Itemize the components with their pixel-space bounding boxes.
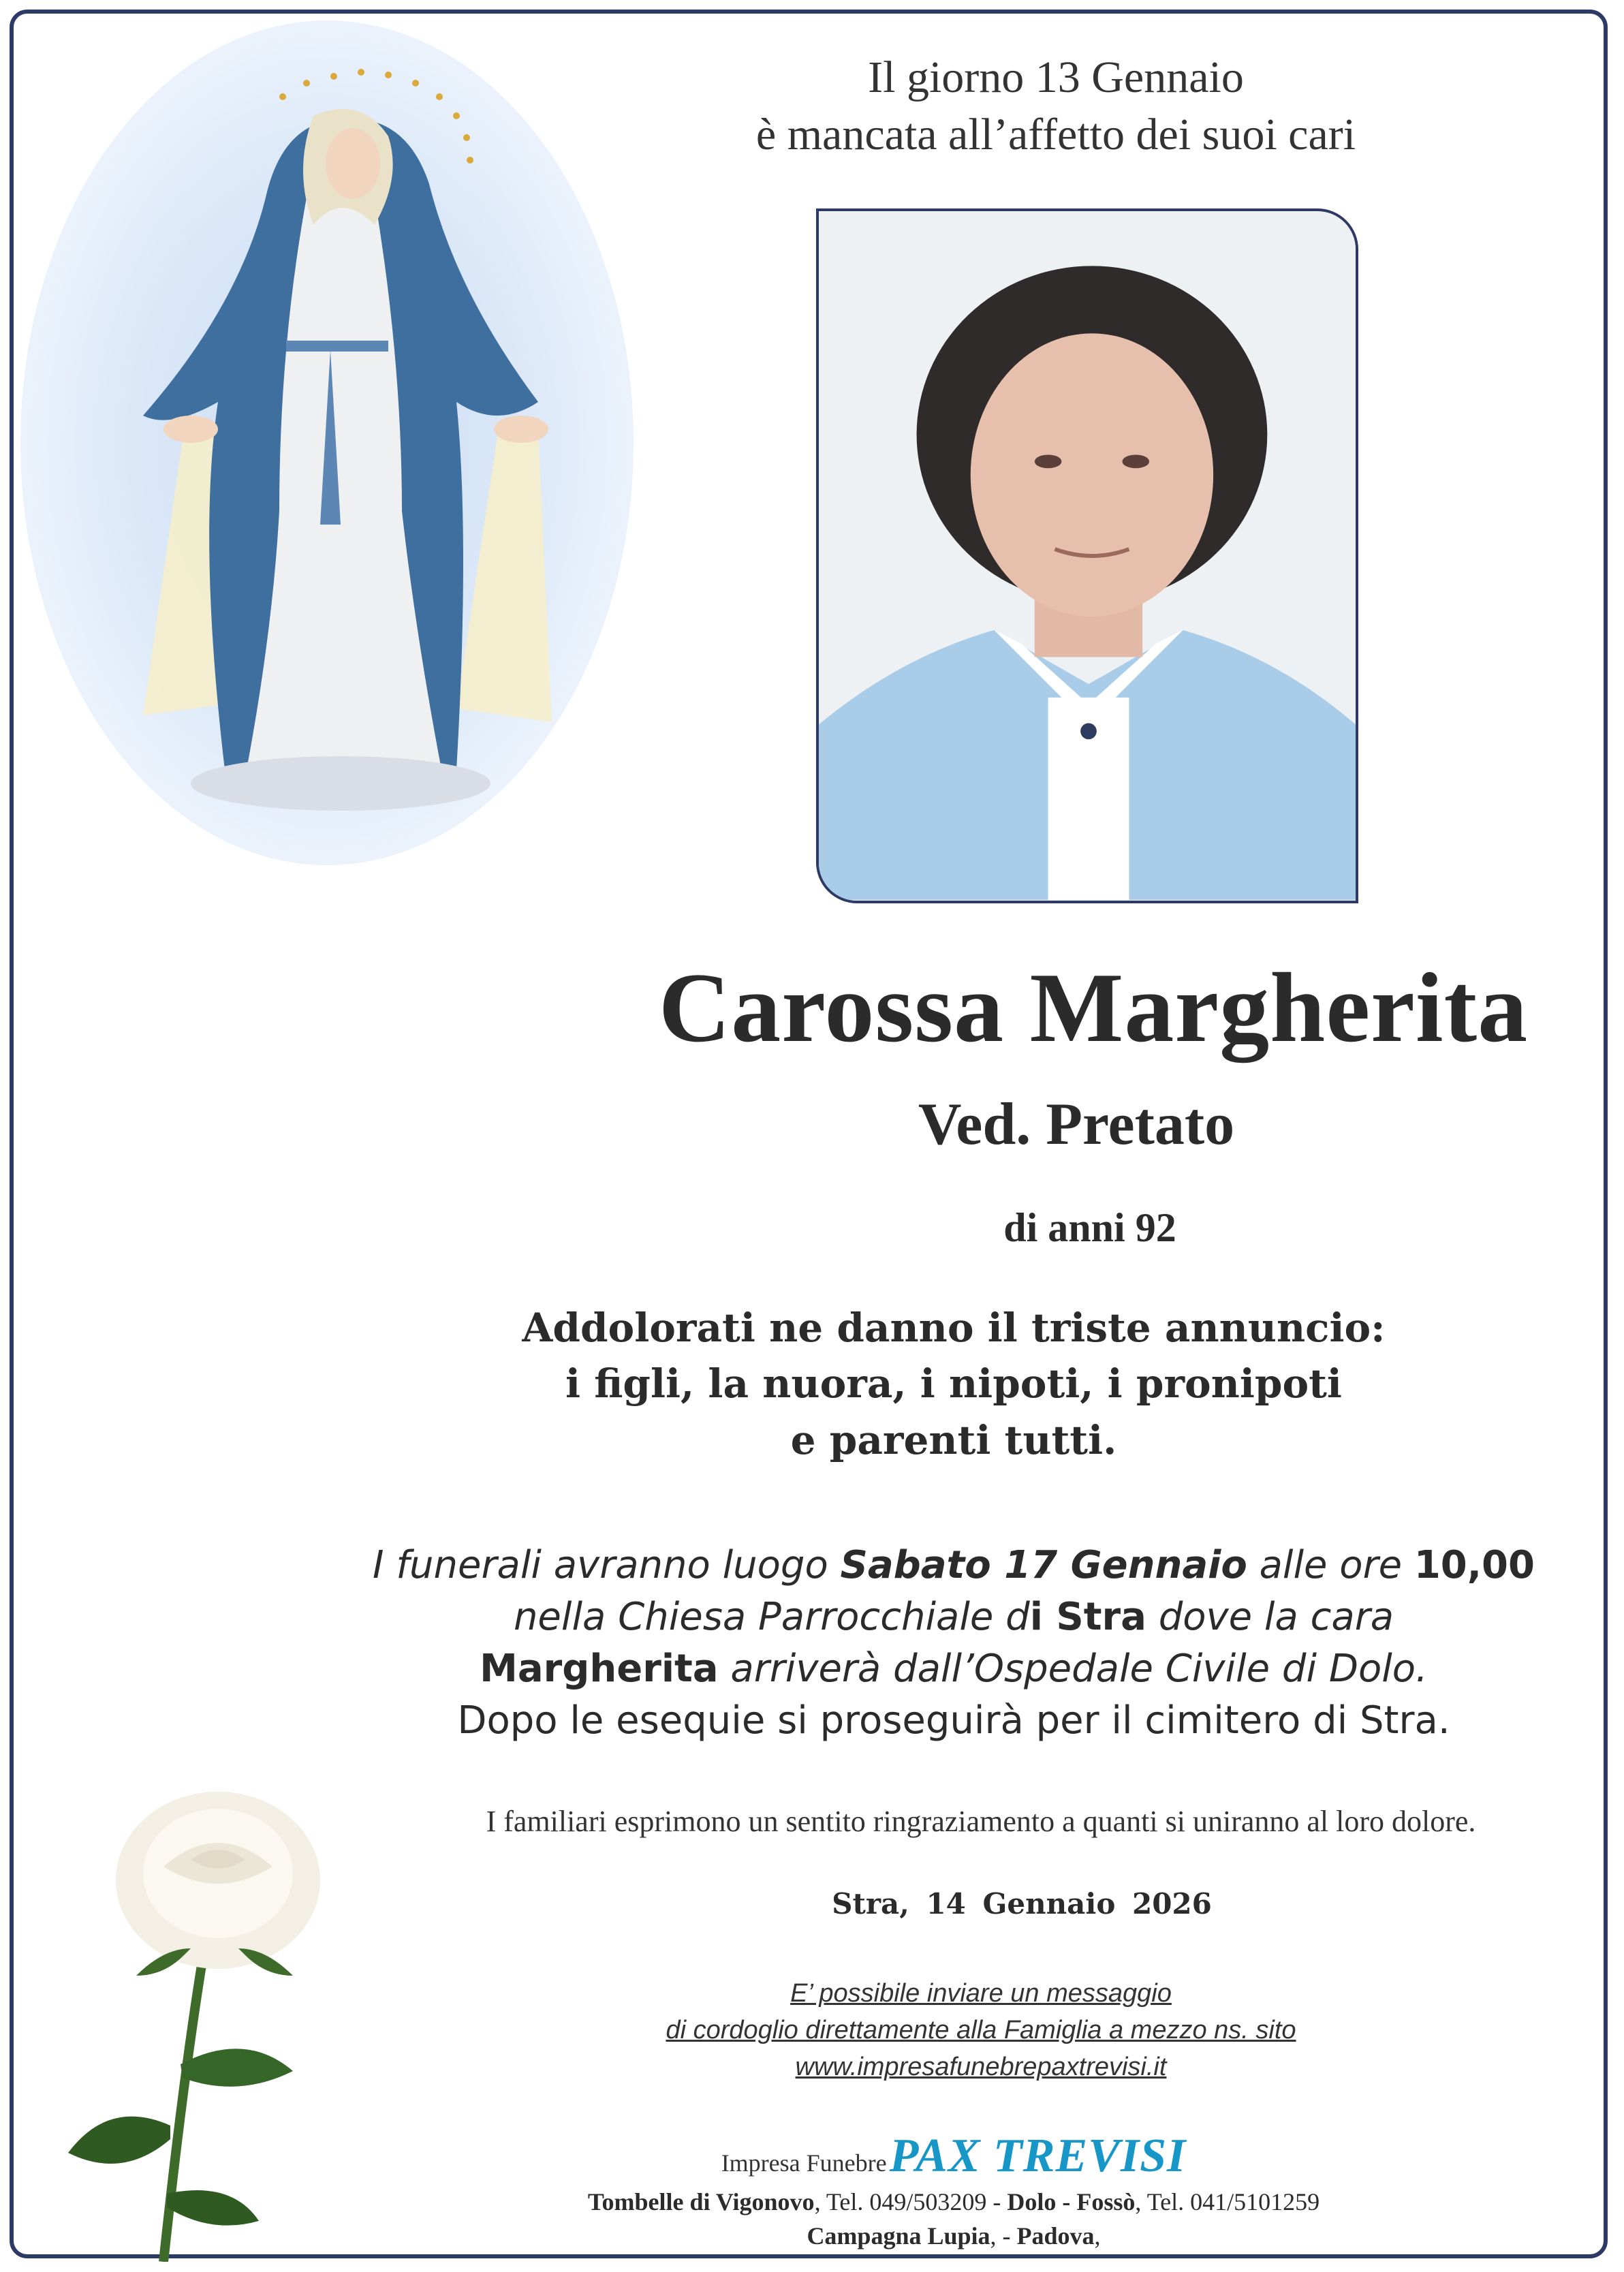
address-phone: , Tel. 049/503209 -	[814, 2188, 1008, 2215]
deceased-age: di anni 92	[1003, 1205, 1176, 1250]
agency-addresses	[477, 2185, 1431, 2253]
address-location: Campagna Lupia	[807, 2222, 990, 2250]
deceased-name: Carossa Margherita	[658, 952, 1529, 1063]
funeral-place: i Stra	[1029, 1595, 1146, 1640]
funeral-line-2	[300, 1591, 1608, 1643]
message-line: di cordoglio direttamente alla Famiglia a mezzo ns. sito	[666, 2015, 1296, 2044]
funeral-text: arriverà dall’Ospedale Civile di Dolo.	[718, 1647, 1428, 1692]
address-sep: ,	[1094, 2222, 1101, 2250]
address-location: Padova	[1016, 2222, 1095, 2250]
mourners-line: Addolorati ne danno il triste annuncio:	[522, 1305, 1386, 1351]
dateline: Stra, 14 Gennaio 2026	[832, 1887, 1212, 1920]
address-location: Dolo - Fossò	[1007, 2188, 1136, 2215]
funeral-time: 10,00	[1414, 1543, 1535, 1587]
website-link[interactable]: www.impresafunebrepaxtrevisi.it	[795, 2052, 1167, 2081]
agency-header	[565, 2129, 1342, 2183]
message-line: E’ possibile inviare un messaggio	[790, 1979, 1172, 2008]
thanks-note: I familiari esprimono un sentito ringraziamento a quanti si uniranno al loro dolore.	[486, 1805, 1476, 1838]
white-rose-image	[27, 1744, 409, 2262]
widow-of: Ved. Pretato	[918, 1091, 1235, 1157]
agency-prefix: Impresa Funebre	[721, 2149, 887, 2177]
mourners-line: e parenti tutti.	[790, 1416, 1117, 1463]
address-phone: , Tel. 041/5101259	[1135, 2188, 1320, 2215]
mourners-block	[341, 1300, 1567, 1468]
deceased-first-name: Margherita	[480, 1647, 719, 1692]
funeral-text: dove la cara	[1146, 1595, 1394, 1640]
mourners-line: i figli, la nuora, i nipoti, i pronipoti	[565, 1360, 1342, 1407]
funeral-text: I funerali avranno luogo	[373, 1543, 841, 1587]
madonna-image	[20, 20, 634, 865]
funeral-line-3	[300, 1643, 1608, 1695]
deceased-portrait	[816, 208, 1358, 903]
address-line-2	[477, 2220, 1431, 2254]
address-location: Tombelle di Vigonovo	[587, 2188, 815, 2215]
funeral-text: nella Chiesa Parrocchiale d	[513, 1595, 1030, 1640]
agency-name: PAX TREVISI	[889, 2130, 1187, 2182]
funeral-line-4: Dopo le esequie si proseguirà per il cimitero di Stra.	[457, 1698, 1450, 1743]
intro-text-line: è mancata all’affetto dei suoi cari	[755, 110, 1356, 160]
funeral-text: alle ore	[1247, 1543, 1414, 1587]
funeral-date: Sabato 17 Gennaio	[840, 1543, 1247, 1587]
address-sep: , -	[990, 2222, 1017, 2250]
intro-date-line: Il giorno 13 Gennaio	[868, 52, 1244, 102]
condolence-message-note	[579, 1976, 1383, 2086]
address-line-1	[477, 2185, 1431, 2220]
funeral-details	[300, 1540, 1608, 1747]
funeral-line-1	[300, 1540, 1608, 1591]
announcement-intro	[681, 49, 1431, 164]
